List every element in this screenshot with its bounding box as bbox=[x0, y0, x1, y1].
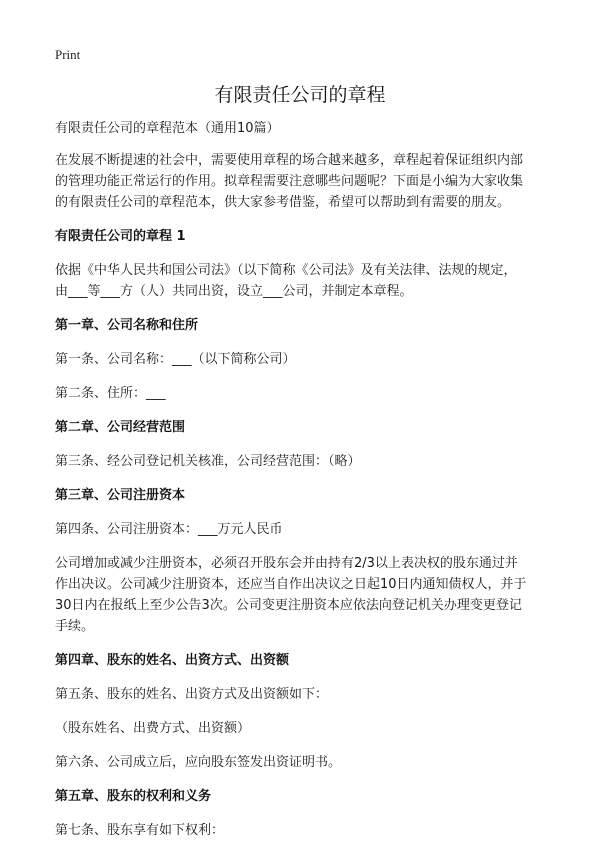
intro-line: 的管理功能正常运行的作用。拟章程需要注意哪些问题呢？下面是小编为大家收集 bbox=[55, 174, 524, 189]
document-body bbox=[55, 118, 555, 841]
article-1: 第一条、公司名称：___（以下简称公司） bbox=[55, 352, 296, 367]
capital-line: 公司增加或减少注册资本，必须召开股东会并由持有2/3以上表决权的股东通过并 bbox=[55, 556, 518, 571]
preamble-paragraph bbox=[55, 260, 555, 302]
intro-paragraph bbox=[55, 150, 555, 213]
section-title: 有限责任公司的章程 1 bbox=[55, 229, 186, 244]
article-6: 第六条、公司成立后，应向股东签发出资证明书。 bbox=[55, 755, 342, 770]
capital-line: 手续。 bbox=[55, 619, 95, 634]
intro-line: 的有限责任公司的章程范本，供大家参考借鉴，希望可以帮助到有需要的朋友。 bbox=[55, 195, 511, 210]
article-2: 第二条、住所：___ bbox=[55, 386, 166, 401]
capital-line: 作出决议。公司减少注册资本，还应当自作出决议之日起10日内通知债权人，并于 bbox=[55, 577, 527, 592]
preamble-line: 由___等___方（人）共同出资，设立___公司，并制定本章程。 bbox=[55, 284, 413, 299]
chapter-heading: 第一章、公司名称和住所 bbox=[55, 318, 199, 333]
preamble-line: 依据《中华人民共和国公司法》（以下简称《公司法》及有关法律、法规的规定， bbox=[55, 263, 517, 278]
print-link[interactable]: Print bbox=[55, 47, 81, 62]
article-5: 第五条、股东的姓名、出资方式及出资额如下： bbox=[55, 687, 329, 702]
article-4: 第四条、公司注册资本：___万元人民币 bbox=[55, 522, 283, 537]
article-7: 第七条、股东享有如下权利： bbox=[55, 823, 225, 838]
chapter-heading: 第二章、公司经营范围 bbox=[55, 420, 186, 435]
capital-line: 30日内在报纸上至少公告3次。公司变更注册资本应依法向登记机关办理变更登记 bbox=[55, 598, 522, 613]
article-5-note: （股东姓名、出费方式、出资额） bbox=[55, 721, 251, 736]
intro-line: 在发展不断提速的社会中，需要使用章程的场合越来越多，章程起着保证组织内部 bbox=[55, 153, 524, 168]
chapter-heading: 第五章、股东的权利和义务 bbox=[55, 789, 212, 804]
chapter-heading: 第三章、公司注册资本 bbox=[55, 488, 186, 503]
document-title: 有限责任公司的章程 bbox=[214, 84, 386, 106]
capital-paragraph bbox=[55, 553, 555, 637]
article-3: 第三条、经公司登记机关核准，公司经营范围：（略） bbox=[55, 454, 361, 469]
subtitle: 有限责任公司的章程范本（通用10篇） bbox=[55, 121, 280, 136]
chapter-heading: 第四章、股东的姓名、出资方式、出资额 bbox=[55, 653, 290, 668]
